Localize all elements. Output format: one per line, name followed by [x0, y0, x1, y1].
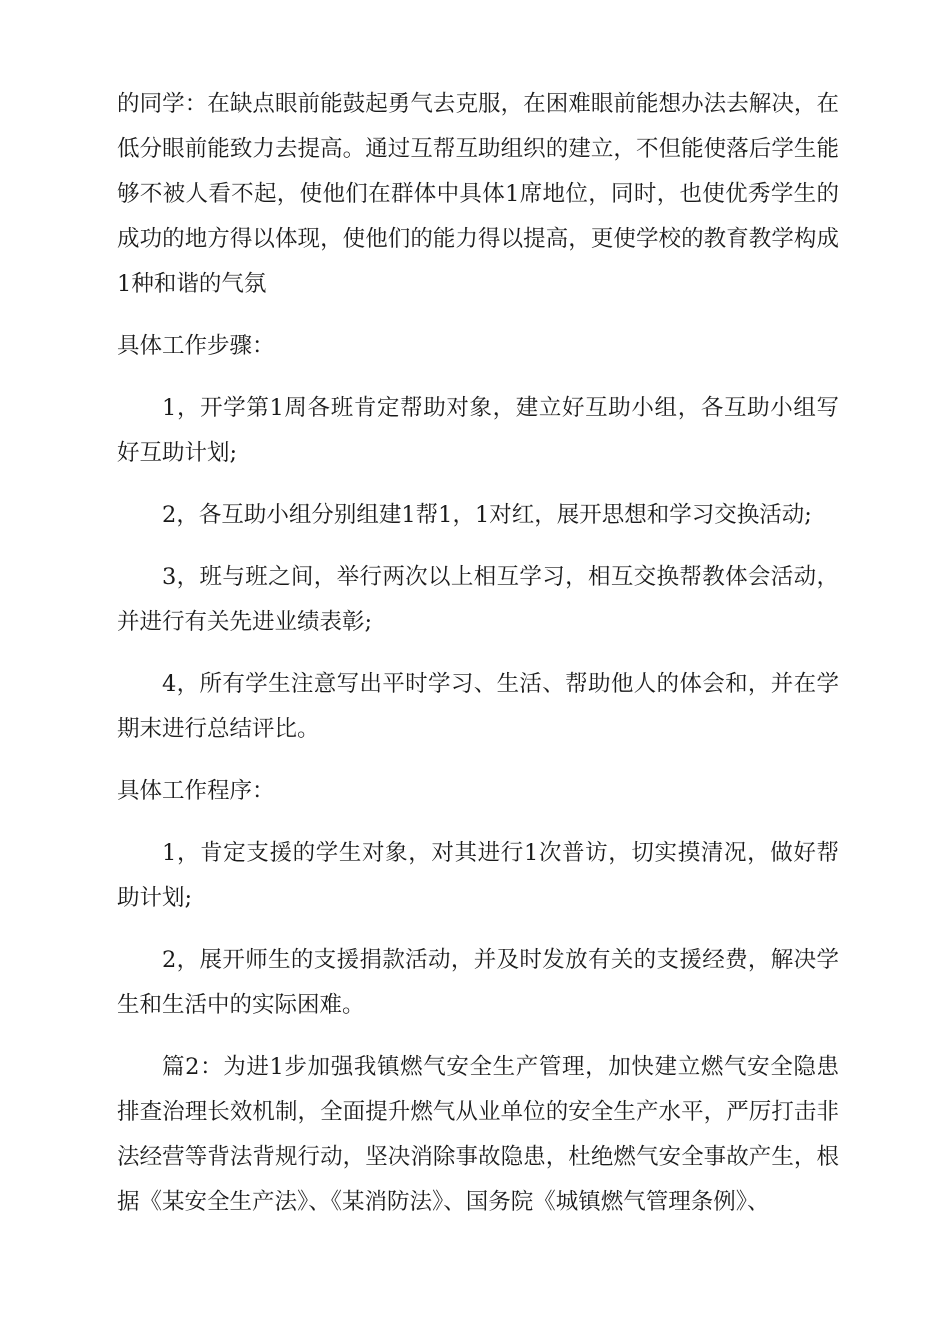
body-paragraph-part2: 篇2：为进1步加强我镇燃气安全生产管理，加快建立燃气安全隐患排查治理长效机制，全面提升燃气从业单位的安全生产水平，严厉打击非法经营等背法背规行动，坚决消除事故隐患，杜绝燃气安全事故产生，根据《某安全生产法》、《某消防法》、国务院《城镇燃气管理条例》、: [117, 1054, 839, 1215]
procedure-item-2: 2，展开师生的支援捐款活动，并及时发放有关的支援经费，解决学生和生活中的实际困难。: [117, 947, 839, 1018]
step-item-2: 2，各互助小组分别组建1帮1，1对红，展开思想和学习交换活动;: [162, 502, 812, 528]
section-heading-steps: 具体工作步骤：: [117, 333, 275, 359]
body-paragraph: 的同学：在缺点眼前能鼓起勇气去克服，在困难眼前能想办法去解决，在低分眼前能致力去提高。通过互帮互助组织的建立，不但能使落后学生能够不被人看不起，使他们在群体中具体1席地位，同时，也使优秀学生的成功的地方得以体现，使他们的能力得以提高，更使学校的教育教学构成1种和谐的气氛: [117, 91, 839, 297]
step-item-4: 4，所有学生注意写出平时学习、生活、帮助他人的体会和，并在学期末进行总结评比。: [117, 671, 839, 742]
step-item-1: 1，开学第1周各班肯定帮助对象，建立好互助小组，各互助小组写好互助计划;: [117, 395, 839, 466]
section-heading-procedure: 具体工作程序：: [117, 778, 275, 804]
procedure-item-1: 1，肯定支援的学生对象，对其进行1次普访，切实摸清况，做好帮助计划;: [117, 840, 839, 911]
document-page: [117, 82, 839, 1225]
step-item-3: 3，班与班之间，举行两次以上相互学习，相互交换帮教体会活动，并进行有关先进业绩表彰;: [117, 564, 839, 635]
